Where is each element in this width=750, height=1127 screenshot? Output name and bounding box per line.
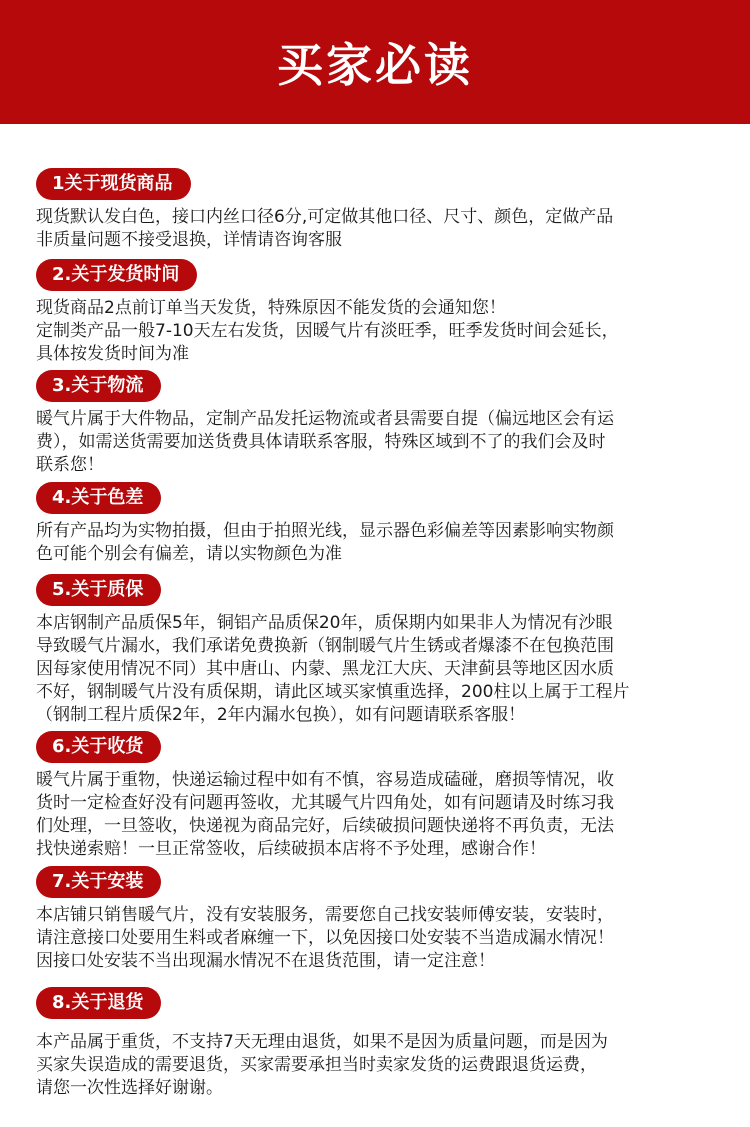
text-line: 所有产品均为实物拍摄，但由于拍照光线，显示器色彩偏差等因素影响实物颜	[36, 521, 614, 541]
text-line: 货时一定检查好没有问题再签收，尤其暖气片四角处，如有问题请及时练习我	[36, 793, 614, 813]
section-spot-goods	[36, 168, 726, 252]
text-line: 本店钢制产品质保5年，铜铝产品质保20年，质保期内如果非人为情况有沙眼	[36, 613, 613, 633]
section-shipping-time	[36, 259, 726, 366]
text-line: 联系您！	[36, 455, 104, 475]
section-installation	[36, 866, 726, 973]
text-line: 不好，钢制暖气片没有质保期，请此区域买家慎重选择，200柱以上属于工程片	[36, 682, 630, 702]
text-line: 暖气片属于重物，快递运输过程中如有不慎，容易造成磕碰，磨损等情况，收	[36, 770, 614, 790]
text-line: 本产品属于重货，不支持7天无理由退货，如果不是因为质量问题，而是因为	[36, 1032, 608, 1052]
text-line: （钢制工程片质保2年，2年内漏水包换），如有问题请联系客服！	[36, 705, 526, 725]
section-label: 4.关于色差	[36, 482, 161, 514]
section-label: 1关于现货商品	[36, 168, 191, 200]
section-logistics	[36, 370, 726, 477]
section-body	[36, 1031, 726, 1100]
section-body	[36, 904, 726, 973]
page-title: 买家必读	[277, 38, 473, 92]
text-line: 本店铺只销售暖气片，没有安装服务，需要您自己找安装师傅安装，安装时，	[36, 905, 614, 925]
section-label: 8.关于退货	[36, 987, 161, 1019]
text-line: 们处理，一旦签收，快递视为商品完好，后续破损问题快递将不再负责，无法	[36, 816, 614, 836]
section-body	[36, 206, 726, 252]
text-line: 请注意接口处要用生料或者麻缠一下，以免因接口处安装不当造成漏水情况！	[36, 928, 614, 948]
text-line: 因每家使用情况不同）其中唐山、内蒙、黑龙江大庆、天津蓟县等地区因水质	[36, 659, 614, 679]
section-body	[36, 408, 726, 477]
section-warranty	[36, 574, 726, 727]
section-label: 2.关于发货时间	[36, 259, 197, 291]
section-label: 7.关于安装	[36, 866, 161, 898]
section-label: 6.关于收货	[36, 731, 161, 763]
section-label: 5.关于质保	[36, 574, 161, 606]
section-body	[36, 297, 726, 366]
section-receiving	[36, 731, 726, 861]
section-returns	[36, 987, 726, 1100]
section-body	[36, 769, 726, 861]
text-line: 买家失误造成的需要退货，买家需要承担当时卖家发货的运费跟退货运费，	[36, 1055, 597, 1075]
header-banner	[0, 0, 750, 124]
text-line: 费），如需送货需要加送货费具体请联系客服，特殊区域到不了的我们会及时	[36, 432, 606, 452]
text-line: 因接口处安装不当出现漏水情况不在退货范围，请一定注意！	[36, 951, 495, 971]
text-line: 色可能个别会有偏差，请以实物颜色为准	[36, 544, 342, 564]
section-body	[36, 520, 726, 566]
text-line: 导致暖气片漏水，我们承诺免费换新（钢制暖气片生锈或者爆漆不在包换范围	[36, 636, 614, 656]
text-line: 现货商品2点前订单当天发货，特殊原因不能发货的会通知您！	[36, 298, 506, 318]
text-line: 找快递索赔！一旦正常签收，后续破损本店将不予处理，感谢合作！	[36, 839, 546, 859]
text-line: 非质量问题不接受退换，详情请咨询客服	[36, 230, 342, 250]
text-line: 暖气片属于大件物品，定制产品发托运物流或者县需要自提（偏远地区会有运	[36, 409, 614, 429]
text-line: 请您一次性选择好谢谢。	[36, 1078, 223, 1098]
text-line: 定制类产品一般7-10天左右发货，因暖气片有淡旺季，旺季发货时间会延长，	[36, 321, 619, 341]
section-label: 3.关于物流	[36, 370, 161, 402]
section-body	[36, 612, 726, 727]
text-line: 具体按发货时间为准	[36, 344, 189, 364]
section-color-difference	[36, 482, 726, 566]
text-line: 现货默认发白色，接口内丝口径6分,可定做其他口径、尺寸、颜色，定做产品	[36, 207, 614, 227]
